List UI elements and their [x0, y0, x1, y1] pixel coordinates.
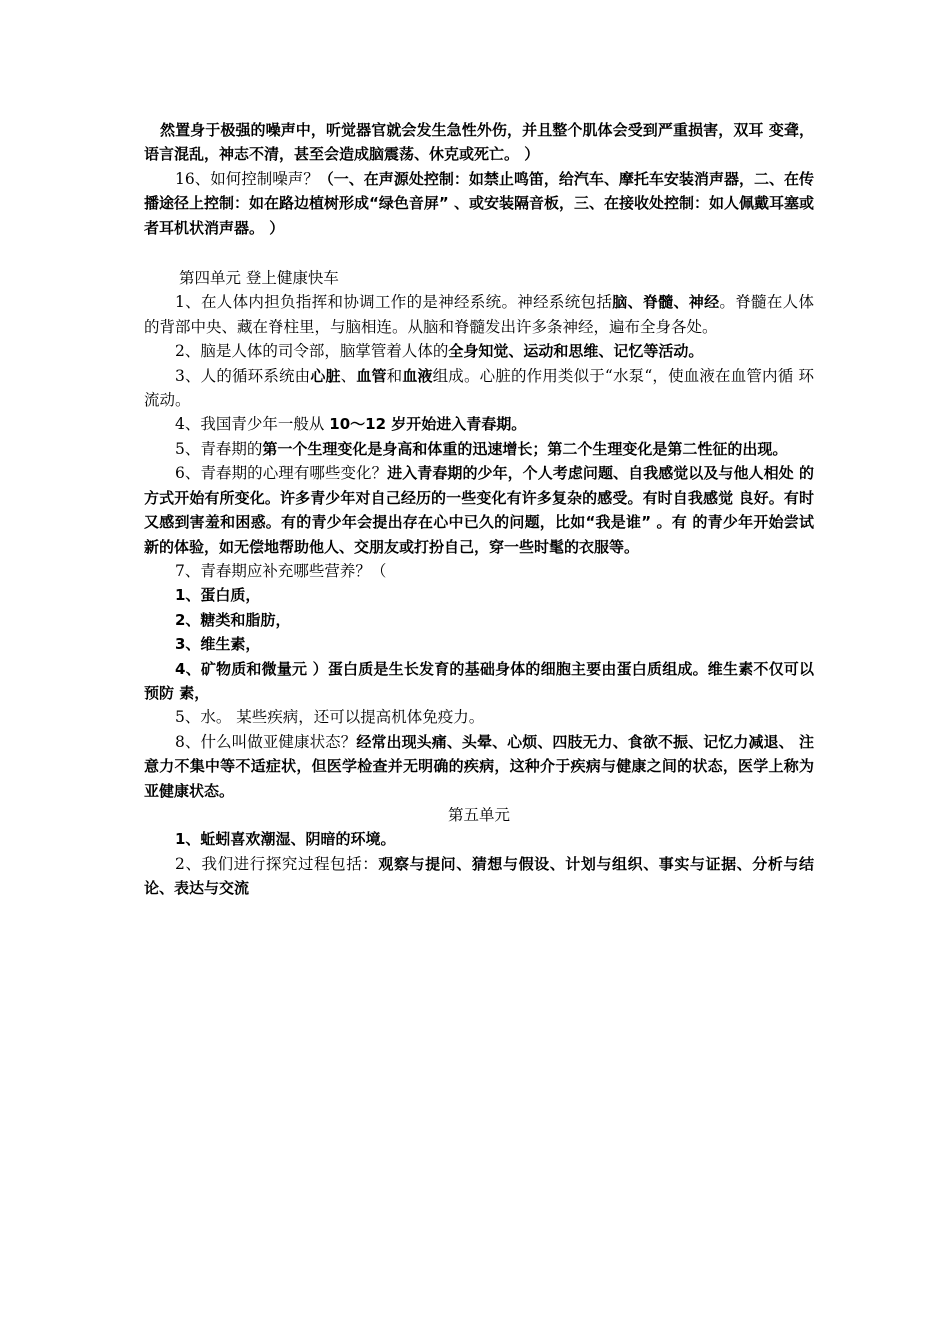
u4-8-answer: 经常出现头痛、头晕、心烦、四肢无力、食欲不振、记忆力减退、 注意力不集中等不适症状，但医学检查并无明确的疾病，这种介于疾病与健康之间的状态，医学上称为亚健康状态。	[144, 732, 814, 800]
u4-3-and: 和	[386, 366, 403, 385]
u4-3-sep: 、	[340, 366, 357, 385]
unit4-item-1	[144, 290, 814, 339]
q16-answer: （一、在声源处控制：如禁止鸣笛，给汽车、摩托车安装消声器，二、在传播途径上控制：如在路边植树形成“绿色音屏” 、或安装隔音板，三、在接收处控制：如人佩戴耳塞或者耳机状消声器。 ）	[144, 169, 814, 237]
unit5-title: 第五单元	[447, 805, 510, 824]
u4-3-text-2: 组成。心脏的作用类似于“水泵“，使血液在血管内循 环流动。	[144, 366, 814, 410]
u4-2-bold: 全身知觉、运动和思维、记忆等活动。	[448, 342, 704, 361]
u4-6-answer: 进入青春期的少年，个人考虑问题、自我感觉以及与他人相处 的方式开始有所变化。许多青少年对自己经历的一些变化有许多复杂的感受。有时自我感觉 良好。有时又感到害羞和困惑。有的青少年会提出存在心中已久的问题，比如“我是谁” 。有 的青少年开始尝试新的体验，如无偿地帮助他人、交朋友或打扮自己，穿一些时髦的衣服等。	[144, 464, 814, 556]
blank-line	[144, 240, 814, 266]
nutrition-item-3: 3、维生素，	[175, 635, 261, 654]
u4-3-text: 3、人的循环系统由	[175, 366, 311, 385]
u4-1-text: 1、在人体内担负指挥和协调工作的是神经系统。神经系统包括	[175, 293, 613, 312]
u4-5-bold: 第一个生理变化是身高和体重的迅速增长；第二个生理变化是第二性征的出现。	[262, 439, 788, 458]
u4-4-bold: 10～12 岁开始进入青春期。	[329, 415, 527, 434]
u4-2-text: 2、脑是人体的司令部，脑掌管着人体的	[175, 342, 449, 361]
q16-label: 16、如何控制噪声？	[175, 169, 319, 188]
unit4-item-2	[144, 339, 814, 363]
u5-2-text: 2、我们进行探究过程包括：	[175, 854, 379, 873]
unit4-item-4	[144, 412, 814, 436]
u4-4-text: 4、我国青少年一般从	[175, 415, 330, 434]
paragraph-noise-effects: 然置身于极强的噪声中，听觉器官就会发生急性外伤，并且整个肌体会受到严重损害，双耳 变聋，语言混乱，神志不清，甚至会造成脑震荡、休克或死亡。 ）	[144, 121, 814, 164]
u4-5-text: 5、青春期的	[175, 439, 263, 458]
question-16	[144, 167, 814, 240]
unit4-item-8	[144, 730, 814, 803]
unit5-item-1: 1、蚯蚓喜欢潮湿、阴暗的环境。	[175, 830, 396, 849]
u4-3-blood: 血液	[402, 366, 433, 385]
nutrition-item-2: 2、糖类和脂肪，	[175, 610, 291, 629]
nutrition-item-5: 5、水。 某些疾病，还可以提高机体免疫力。	[175, 708, 485, 727]
nutrition-item-1: 1、蛋白质，	[175, 586, 261, 605]
unit4-title: 第四单元 登上健康快车	[179, 269, 339, 288]
unit4-item-7: 7、青春期应补充哪些营养？（	[175, 561, 387, 580]
u5-2-bold: 观察与提问、猜想与假设、计划与组织、事实与证据、分析与结 论、表达与交流	[144, 854, 814, 898]
unit4-item-3	[144, 364, 814, 413]
u4-3-vessels: 血管	[356, 366, 387, 385]
unit4-item-6	[144, 461, 814, 559]
u4-1-text-2: 。脊髓在人体 的背部中央、藏在脊柱里，与脑相连。从脑和脊髓发出许多条神经，遍布全身各处。	[144, 293, 814, 336]
unit4-item-5	[144, 437, 814, 461]
u4-3-heart: 心脏	[310, 366, 341, 385]
nutrition-item-4: 4、矿物质和微量元 ）蛋白质是生长发育的基础身体的细胞主要由蛋白质组成。维生素不仅可以预防 素，	[144, 659, 814, 702]
unit5-item-2	[144, 852, 814, 901]
u4-8-question: 8、什么叫做亚健康状态？	[175, 732, 357, 751]
u4-1-bold: 脑、脊髓、神经	[612, 293, 720, 312]
u4-6-question: 6、青春期的心理有哪些变化？	[175, 464, 388, 483]
document-page	[144, 118, 814, 901]
